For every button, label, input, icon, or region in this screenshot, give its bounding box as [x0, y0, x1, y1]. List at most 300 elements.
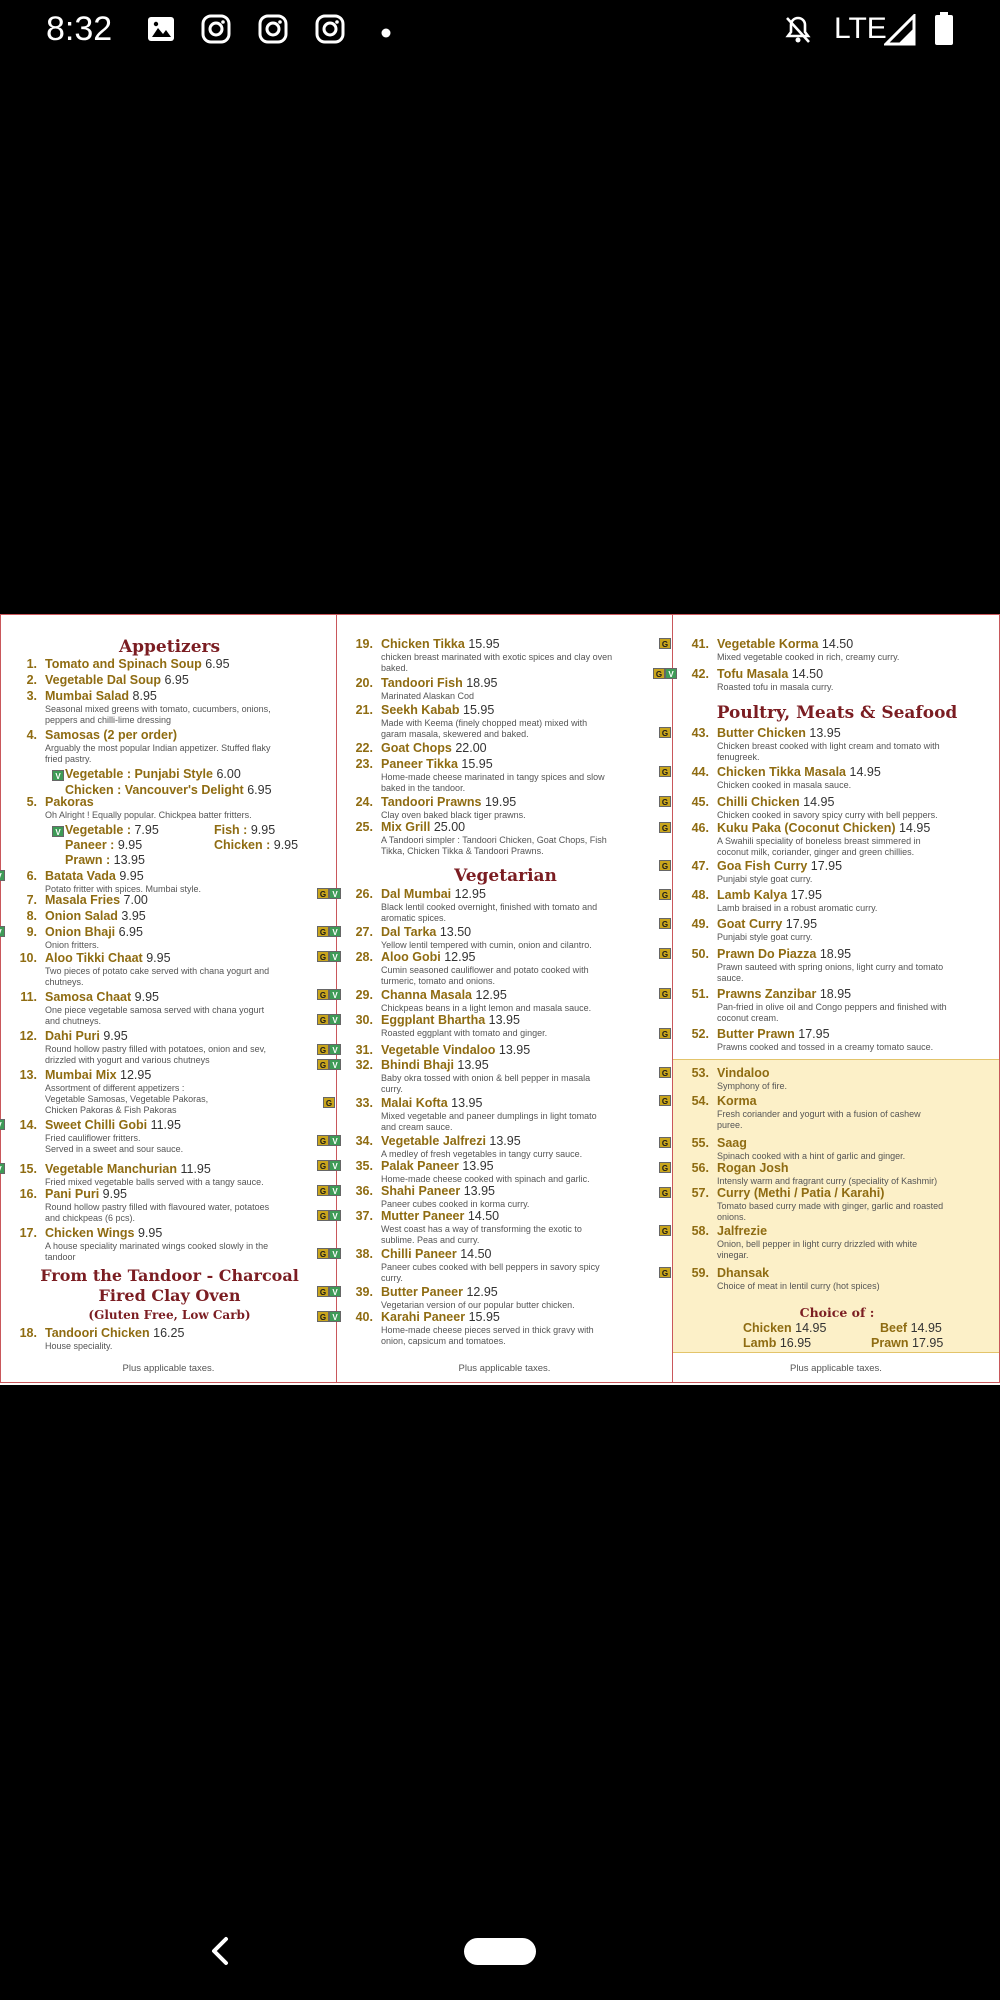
- sub-option: [65, 853, 145, 867]
- item-description: House speciality.: [45, 1341, 113, 1351]
- sub-option-label: Fish :: [214, 823, 248, 837]
- item-description: Clay oven baked black tiger prawns.: [381, 810, 526, 820]
- item-title: [717, 637, 853, 651]
- item-name: Onion Salad: [45, 909, 118, 923]
- instagram-icon: [315, 14, 345, 49]
- item-name: Goa Fish Curry: [717, 859, 808, 873]
- item-number: 24.: [355, 795, 373, 809]
- item-description: Made with Keema (finely chopped meat) mixed with garam masala, skewered and baked.: [381, 718, 588, 739]
- item-description: Spinach cooked with a hint of garlic and ginger.: [717, 1151, 906, 1161]
- item-number: 1.: [26, 657, 37, 671]
- item-number: 19.: [355, 637, 373, 651]
- item-name: Saag: [717, 1136, 747, 1150]
- item-number: 55.: [691, 1136, 709, 1150]
- item-price: 18.95: [819, 987, 852, 1001]
- item-name: Sweet Chilli Gobi: [45, 1118, 148, 1132]
- item-title: [45, 925, 143, 939]
- sub-option-price: 9.95: [250, 823, 276, 837]
- item-title: [381, 1285, 498, 1299]
- item-title: [45, 1226, 162, 1240]
- item-price: 12.95: [466, 1285, 498, 1299]
- item-title: [381, 1247, 492, 1261]
- item-price: 13.95: [462, 1159, 494, 1173]
- item-number: 17.: [19, 1226, 37, 1240]
- gluten-free-icon: G: [659, 948, 671, 959]
- item-title: [381, 795, 516, 809]
- gluten-free-icon: G: [659, 1187, 671, 1198]
- item-title: [45, 728, 177, 742]
- item-number: 34.: [355, 1134, 373, 1148]
- item-title: [45, 1162, 211, 1176]
- vegan-icon: V: [329, 1311, 341, 1322]
- network-type: LTE: [834, 12, 887, 45]
- item-number: 52.: [691, 1027, 709, 1041]
- item-price: 25.00: [433, 820, 466, 834]
- item-description: Home-made cheese cooked with spinach and garlic.: [381, 1174, 590, 1184]
- item-title: [45, 673, 189, 687]
- item-name: Dhansak: [717, 1266, 770, 1280]
- item-description: Pan-fried in olive oil and Congo peppers and finished with coconut cream.: [717, 1002, 947, 1023]
- item-title: [45, 657, 230, 671]
- gluten-free-icon: G: [317, 1311, 329, 1322]
- item-price: 11.95: [180, 1162, 211, 1176]
- item-title: [717, 947, 851, 961]
- item-name: Samosa Chaat: [45, 990, 132, 1004]
- item-price: 17.95: [810, 859, 843, 873]
- item-title: [45, 1029, 128, 1043]
- gluten-free-icon: G: [659, 1028, 671, 1039]
- item-number: 9.: [26, 925, 37, 939]
- gluten-free-icon: G: [317, 1044, 329, 1055]
- sub-option-price: 13.95: [113, 853, 145, 867]
- gluten-free-icon: G: [659, 1162, 671, 1173]
- item-description: Prawns cooked and tossed in a creamy tomato sauce.: [717, 1042, 934, 1052]
- item-name: Mumbai Salad: [45, 689, 130, 703]
- gluten-free-icon: G: [659, 860, 671, 871]
- vegan-icon: V: [52, 826, 64, 837]
- item-price: 14.50: [791, 667, 824, 681]
- gluten-free-icon: G: [317, 888, 329, 899]
- item-price: 6.95: [164, 673, 189, 687]
- item-name: Dal Tarka: [381, 925, 437, 939]
- item-title: [45, 909, 146, 923]
- item-price: 15.95: [461, 757, 493, 771]
- item-title: [381, 1310, 500, 1324]
- gluten-free-icon: G: [659, 1067, 671, 1078]
- item-number: 3.: [26, 689, 37, 703]
- item-title: [717, 1161, 789, 1175]
- item-title: [717, 859, 842, 873]
- item-title: [381, 1013, 520, 1027]
- menu-column-1: [0, 614, 337, 1383]
- item-description: Symphony of fire.: [717, 1081, 788, 1091]
- sub-option-price: 9.95: [117, 838, 143, 852]
- item-description: Black lentil cooked overnight, finished with tomato and aromatic spices.: [381, 902, 598, 923]
- item-number: 6.: [26, 869, 37, 883]
- item-description: A house speciality marinated wings cooked slowly in the tandoor: [45, 1241, 269, 1262]
- item-price: 12.95: [444, 950, 476, 964]
- gluten-free-icon: G: [317, 951, 329, 962]
- item-title: [717, 1027, 830, 1041]
- item-description: Vegetarian version of our popular butter chicken.: [381, 1300, 575, 1310]
- gluten-free-icon: G: [653, 668, 665, 679]
- item-name: Korma: [717, 1094, 757, 1108]
- vegan-icon: V: [329, 1210, 341, 1221]
- item-name: Goat Chops: [381, 741, 452, 755]
- item-number: 30.: [355, 1013, 373, 1027]
- item-name: Seekh Kabab: [381, 703, 460, 717]
- item-number: 51.: [691, 987, 709, 1001]
- gluten-free-icon: G: [659, 1137, 671, 1148]
- item-title: [381, 676, 497, 690]
- sub-option: [743, 1336, 811, 1350]
- section-title: From the Tandoor - Charcoal: [40, 1266, 299, 1285]
- item-price: 14.50: [821, 637, 854, 651]
- item-price: 12.95: [120, 1068, 152, 1082]
- mute-icon: [782, 14, 814, 51]
- item-title: [381, 637, 500, 651]
- item-title: [717, 1066, 770, 1080]
- item-price: 17.95: [785, 917, 818, 931]
- vegan-icon: [0, 1119, 5, 1130]
- item-description: West coast has a way of transforming the exotic to sublime. Peas and curry.: [381, 1224, 582, 1245]
- item-price: 14.95: [803, 795, 835, 809]
- gluten-free-icon: G: [317, 1059, 329, 1070]
- item-name: Mix Grill: [381, 820, 431, 834]
- sub-option-label: Prawn: [871, 1336, 909, 1350]
- item-name: Chicken Tikka: [381, 637, 465, 651]
- item-number: 45.: [691, 795, 709, 809]
- item-name: Vegetable Jalfrezi: [381, 1134, 486, 1148]
- item-title: [381, 925, 471, 939]
- item-number: 57.: [691, 1186, 709, 1200]
- item-number: 12.: [19, 1029, 37, 1043]
- battery-icon: [934, 12, 954, 51]
- item-number: 43.: [691, 726, 709, 740]
- item-description: Roasted eggplant with tomato and ginger.: [381, 1028, 548, 1038]
- item-description: Paneer cubes cooked with bell peppers in savory spicy curry.: [381, 1262, 600, 1283]
- item-number: 8.: [26, 909, 37, 923]
- item-number: 41.: [691, 637, 709, 651]
- status-time: 8:32: [46, 10, 113, 48]
- sub-option-price: 9.95: [273, 838, 299, 852]
- vegan-icon: V: [329, 1160, 341, 1171]
- item-number: 27.: [355, 925, 373, 939]
- item-name: Shahi Paneer: [381, 1184, 461, 1198]
- item-name: Curry (Methi / Patia / Karahi): [717, 1186, 885, 1200]
- item-number: 31.: [355, 1043, 373, 1057]
- item-price: 15.95: [468, 1310, 500, 1324]
- item-price: 14.95: [849, 765, 881, 779]
- item-name: Mumbai Mix: [45, 1068, 117, 1082]
- sub-option: [880, 1321, 942, 1335]
- item-price: 9.95: [119, 869, 144, 883]
- item-price: 7.00: [123, 893, 148, 907]
- item-description: Mixed vegetable cooked in rich, creamy curry.: [717, 652, 900, 662]
- item-price: 8.95: [132, 689, 157, 703]
- item-title: [717, 765, 881, 779]
- item-number: 42.: [691, 667, 709, 681]
- navigation-bar: [0, 1900, 1000, 2000]
- sub-option-label: Vegetable : Punjabi Style: [65, 767, 213, 781]
- item-number: 53.: [691, 1066, 709, 1080]
- sub-option-price: 16.95: [779, 1336, 812, 1350]
- item-description: Round hollow pastry filled with potatoes, onion and sev, drizzled with yogurt and various chutneys: [45, 1044, 266, 1065]
- item-price: 14.95: [898, 821, 931, 835]
- gluten-free-icon: G: [317, 1014, 329, 1025]
- gluten-free-icon: G: [659, 918, 671, 929]
- item-price: 3.95: [121, 909, 146, 923]
- item-price: 9.95: [102, 1187, 128, 1201]
- item-title: [45, 1118, 181, 1132]
- item-name: Prawns Zanzibar: [717, 987, 817, 1001]
- item-price: 18.95: [466, 676, 498, 690]
- gluten-free-icon: G: [659, 727, 671, 738]
- item-title: [381, 1159, 494, 1173]
- item-price: 18.95: [819, 947, 852, 961]
- sub-option: [65, 823, 159, 837]
- item-price: 11.95: [150, 1118, 181, 1132]
- back-chevron-icon[interactable]: [206, 1936, 234, 1971]
- item-name: Vegetable Vindaloo: [381, 1043, 496, 1057]
- item-price: 13.50: [439, 925, 472, 939]
- item-price: 14.50: [460, 1247, 492, 1261]
- item-description: Fresh coriander and yogurt with a fusion of cashew puree.: [717, 1109, 921, 1130]
- sub-option: [214, 838, 298, 852]
- sub-option-price: 17.95: [912, 1336, 944, 1350]
- item-name: Vegetable Dal Soup: [45, 673, 162, 687]
- vegan-icon: V: [329, 1135, 341, 1146]
- item-name: Lamb Kalya: [717, 888, 788, 902]
- item-description: Fried mixed vegetable balls served with a tangy sauce.: [45, 1177, 264, 1187]
- item-number: 37.: [355, 1209, 373, 1223]
- vegan-icon: V: [329, 1286, 341, 1297]
- section-title: Choice of :: [799, 1305, 875, 1320]
- item-title: [717, 987, 851, 1001]
- gluten-free-icon: G: [659, 1095, 671, 1106]
- section-title: Vegetarian: [454, 866, 557, 886]
- item-title: [381, 757, 493, 771]
- item-description: Roasted tofu in masala curry.: [717, 682, 834, 692]
- item-title: [717, 795, 834, 809]
- item-price: 13.95: [463, 1184, 495, 1198]
- item-number: 54.: [691, 1094, 709, 1108]
- item-number: 44.: [691, 765, 709, 779]
- menu-column-2: [319, 614, 673, 1383]
- sub-option: [65, 767, 241, 781]
- item-name: Karahi Paneer: [381, 1310, 466, 1324]
- vegan-icon: V: [52, 770, 64, 781]
- item-name: Chilli Chicken: [717, 795, 800, 809]
- item-description: Arguably the most popular Indian appetizer. Stuffed flaky fried pastry.: [45, 743, 271, 764]
- item-number: 35.: [355, 1159, 373, 1173]
- item-name: Paneer Tikka: [381, 757, 458, 771]
- item-title: [381, 820, 465, 834]
- sub-option-label: Chicken : Vancouver's Delight: [65, 783, 244, 797]
- item-title: [381, 741, 487, 755]
- item-description: Marinated Alaskan Cod: [381, 691, 475, 701]
- item-number: 2.: [26, 673, 37, 687]
- item-name: Aloo Gobi: [381, 950, 441, 964]
- item-name: Malai Kofta: [381, 1096, 448, 1110]
- vegan-icon: V: [329, 1014, 341, 1025]
- item-price: 9.95: [137, 1226, 163, 1240]
- item-price: 13.95: [489, 1134, 521, 1148]
- item-description: A Swahili speciality of boneless breast simmered in coconut milk, coriander, ginger and green chillies.: [717, 836, 921, 857]
- gluten-free-icon: G: [659, 988, 671, 999]
- item-title: [381, 703, 494, 717]
- item-description: Chicken cooked in masala sauce.: [717, 780, 852, 790]
- item-description: Assortment of different appetizers : Vegetable Samosas, Vegetable Pakoras, Chicken Pakoras & Fish Pakoras: [45, 1083, 209, 1115]
- item-name: Vegetable Manchurian: [45, 1162, 177, 1176]
- sub-option-price: 6.00: [216, 767, 241, 781]
- vegan-icon: V: [329, 951, 341, 962]
- item-number: 59.: [691, 1266, 709, 1280]
- item-description: A Tandoori simpler : Tandoori Chicken, Goat Chops, Fish Tikka, Chicken Tikka & Tandoori Prawns.: [381, 835, 607, 856]
- item-name: Butter Paneer: [381, 1285, 463, 1299]
- menu-column-3: [655, 614, 1000, 1383]
- gluten-free-icon: G: [659, 638, 671, 649]
- item-name: Dal Mumbai: [381, 887, 452, 901]
- item-title: [717, 667, 823, 681]
- item-price: 13.95: [451, 1096, 483, 1110]
- gluten-free-icon: G: [317, 1210, 329, 1221]
- section-title: (Gluten Free, Low Carb): [88, 1308, 251, 1322]
- item-description: Onion fritters.: [45, 940, 100, 950]
- instagram-icon: [201, 14, 231, 49]
- item-number: 47.: [691, 859, 709, 873]
- item-number: 58.: [691, 1224, 709, 1238]
- item-price: 13.95: [457, 1058, 489, 1072]
- sub-option-label: Paneer :: [65, 838, 115, 852]
- item-name: Jalfrezie: [717, 1224, 768, 1238]
- item-title: [45, 795, 94, 809]
- item-title: [717, 1266, 769, 1280]
- vegan-icon: V: [329, 1044, 341, 1055]
- section-title: Appetizers: [118, 637, 221, 657]
- item-name: Tandoori Fish: [381, 676, 463, 690]
- item-title: [381, 1043, 530, 1057]
- item-price: 13.95: [809, 726, 841, 740]
- sub-option-price: 14.95: [910, 1321, 942, 1335]
- item-description: Mixed vegetable and paneer dumplings in light tomato and cream sauce.: [381, 1111, 597, 1132]
- footer-note: Plus applicable taxes.: [458, 1363, 551, 1374]
- item-number: 13.: [19, 1068, 37, 1082]
- sub-option-label: Chicken :: [214, 838, 271, 852]
- item-number: 22.: [355, 741, 373, 755]
- item-description: Seasonal mixed greens with tomato, cucumbers, onions, peppers and chilli-lime dressing: [45, 704, 271, 725]
- item-description: Home-made cheese marinated in tangy spices and slow baked in the tandoor.: [381, 772, 605, 793]
- sub-option: [214, 823, 275, 837]
- item-name: Onion Bhaji: [45, 925, 116, 939]
- item-price: 17.95: [790, 888, 822, 902]
- item-number: 36.: [355, 1184, 373, 1198]
- item-name: Palak Paneer: [381, 1159, 459, 1173]
- sub-option-label: Prawn :: [65, 853, 111, 867]
- sub-option: [743, 1321, 826, 1335]
- gluten-free-icon: G: [659, 766, 671, 777]
- item-number: 4.: [26, 728, 37, 742]
- item-name: Tomato and Spinach Soup: [45, 657, 202, 671]
- item-name: Chilli Paneer: [381, 1247, 457, 1261]
- item-description: Onion, bell pepper in light curry drizzled with white vinegar.: [717, 1239, 918, 1260]
- item-price: 14.50: [467, 1209, 500, 1223]
- item-title: [381, 988, 507, 1002]
- item-description: Round hollow pastry filled with flavoured water, potatoes and chickpeas (6 pcs).: [45, 1202, 270, 1223]
- item-price: 12.95: [454, 887, 486, 901]
- vegan-icon: V: [329, 1248, 341, 1259]
- item-name: Batata Vada: [45, 869, 116, 883]
- item-description: Cumin seasoned cauliflower and potato cooked with turmeric, tomato and onions.: [381, 965, 589, 986]
- item-number: 15.: [19, 1162, 37, 1176]
- item-description: Paneer cubes cooked in korma curry.: [381, 1199, 530, 1209]
- item-price: 13.95: [488, 1013, 520, 1027]
- item-title: [717, 726, 841, 740]
- item-number: 18.: [19, 1326, 37, 1340]
- item-description: Punjabi style goat curry.: [717, 874, 813, 884]
- item-number: 25.: [355, 820, 373, 834]
- item-number: 21.: [355, 703, 373, 717]
- item-name: Butter Chicken: [717, 726, 806, 740]
- item-name: Vegetable Korma: [717, 637, 819, 651]
- sub-option-price: 7.95: [134, 823, 159, 837]
- section-title: Poultry, Meats & Seafood: [716, 703, 958, 723]
- item-price: 6.95: [118, 925, 143, 939]
- sub-option-label: Lamb: [743, 1336, 777, 1350]
- item-title: [45, 990, 159, 1004]
- item-description: Chicken cooked in savory spicy curry with bell peppers.: [717, 810, 938, 820]
- sub-option-label: Chicken: [743, 1321, 792, 1335]
- item-description: Chickpeas beans in a light lemon and masala sauce.: [381, 1003, 592, 1013]
- item-description: Baby okra tossed with onion & bell pepper in masala curry.: [381, 1073, 591, 1094]
- item-title: [717, 917, 817, 931]
- item-name: Aloo Tikki Chaat: [45, 951, 143, 965]
- item-price: 17.95: [798, 1027, 830, 1041]
- item-description: Prawn sauteed with spring onions, light curry and tomato sauce.: [717, 962, 944, 983]
- sub-option-price: 6.95: [247, 783, 272, 797]
- item-name: Tandoori Prawns: [381, 795, 482, 809]
- item-number: 16.: [19, 1187, 37, 1201]
- item-name: Pakoras: [45, 795, 94, 809]
- item-name: Mutter Paneer: [381, 1209, 465, 1223]
- section-title: Fired Clay Oven: [98, 1286, 241, 1305]
- item-name: Pani Puri: [45, 1187, 100, 1201]
- footer-note: Plus applicable taxes.: [790, 1363, 882, 1374]
- item-description: Two pieces of potato cake served with chana yogurt and chutneys.: [45, 966, 270, 987]
- item-title: [381, 1184, 495, 1198]
- item-title: [381, 1209, 499, 1223]
- item-description: Yellow lentil tempered with cumin, onion and cilantro.: [381, 940, 592, 950]
- item-name: Tofu Masala: [717, 667, 789, 681]
- item-title: [381, 1134, 521, 1148]
- item-price: 9.95: [103, 1029, 128, 1043]
- vegan-icon: V: [329, 888, 341, 899]
- item-number: 20.: [355, 676, 373, 690]
- item-title: [381, 1096, 482, 1110]
- item-title: [45, 1187, 127, 1201]
- vegan-icon: V: [329, 989, 341, 1000]
- item-title: [717, 1136, 747, 1150]
- gluten-free-icon: G: [323, 1097, 335, 1108]
- item-name: Masala Fries: [45, 893, 121, 907]
- home-pill-icon[interactable]: [464, 1938, 536, 1965]
- item-description: Oh Alright ! Equally popular. Chickpea batter fritters.: [45, 810, 252, 820]
- gluten-free-icon: G: [317, 1135, 329, 1146]
- sub-option-label: Vegetable :: [65, 823, 131, 837]
- instagram-icon: [258, 14, 288, 49]
- item-description: Home-made cheese pieces served in thick gravy with onion, capsicum and tomatoes.: [381, 1325, 594, 1346]
- sub-option-label: Beef: [880, 1321, 908, 1335]
